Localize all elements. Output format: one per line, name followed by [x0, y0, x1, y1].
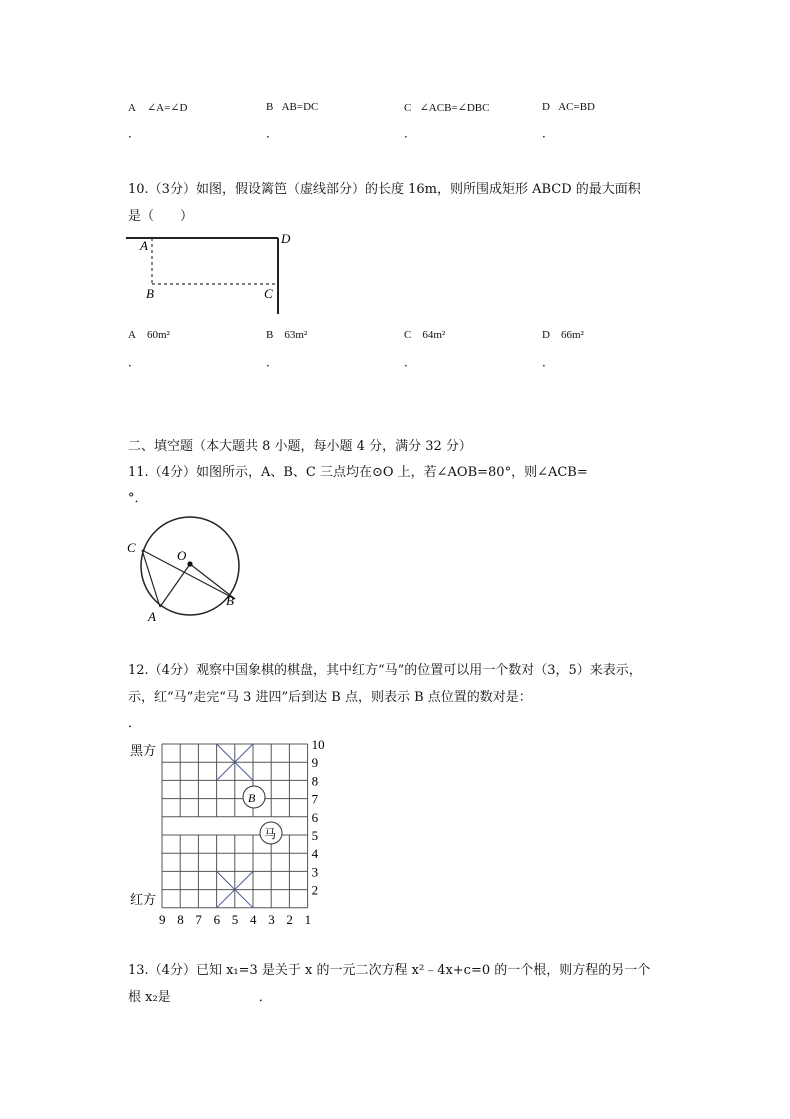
q10-option-a-text: 60m² — [146, 329, 170, 341]
col-number: 5 — [231, 911, 239, 924]
q10-dot-d: ． — [542, 355, 555, 369]
row-number: 5 — [311, 828, 319, 843]
q11-stem-line1: 11.（4分）如图所示，A、B、C 三点均在⊙O 上，若∠AOB=80°，则∠ACB= — [128, 465, 588, 480]
red-side-label: 红方 — [130, 892, 157, 907]
label-c: C — [127, 540, 136, 555]
q12-stem-line2: ． — [128, 716, 142, 731]
q13-stem-line1: 13.（4分）已知 x₁=3 是关于 x 的一元二次方程 x²﹣4x+c=0 的一个根，则方程的另一个 — [128, 963, 651, 978]
row-number: 4 — [311, 846, 319, 862]
row-number: 10 — [311, 738, 325, 752]
q10-option-d-text: 66m² — [560, 329, 584, 341]
col-number: 6 — [213, 911, 221, 924]
q10-option-c-letter: C — [404, 329, 412, 341]
row-number: 6 — [311, 809, 319, 825]
q13-stem-line2 — [128, 986, 272, 1005]
label-d: D — [281, 231, 291, 246]
q9-option-a-text: ∠A=∠D — [146, 102, 188, 114]
q10-option-d-letter: D — [542, 329, 550, 341]
q12-stem-line1 — [128, 659, 642, 678]
q9-dot-b: ． — [266, 126, 279, 140]
section2-heading: 二、填空题（本大题共 8 小题，每小题 4 分，满分 32 分） — [128, 439, 472, 454]
q10-dot-b: ． — [266, 355, 279, 369]
q9-option-b-text: AB=DC — [281, 101, 319, 113]
col-number: 9 — [159, 911, 166, 924]
q9-dot-c: ． — [404, 126, 417, 140]
q9-option-a — [128, 101, 187, 114]
col-number: 7 — [195, 911, 202, 924]
q9-option-d-text: AC=BD — [558, 101, 595, 113]
q10-dot-c: ． — [404, 355, 417, 369]
q9-dot-d: ． — [542, 126, 555, 140]
q13-stem-line2-prefix: 根 x₂是 — [128, 990, 171, 1005]
label-a: A — [148, 609, 156, 624]
q10-option-b — [266, 329, 307, 341]
q10-rectangle-figure — [122, 228, 302, 320]
q9-option-c-text: ∠ACB=∠DBC — [419, 102, 490, 114]
q13-stem-line2-suffix: ． — [258, 990, 272, 1005]
q9-option-b — [266, 101, 318, 113]
col-number: 1 — [304, 911, 312, 924]
horse-piece-label: 马 — [264, 827, 277, 841]
center-point-o — [187, 561, 192, 566]
label-o: O — [177, 548, 187, 563]
q10-option-a-letter: A — [128, 329, 136, 341]
q9-option-d — [542, 101, 595, 113]
q10-option-b-text: 63m² — [284, 329, 308, 341]
q12-chessboard-figure — [126, 738, 336, 924]
black-side-label: 黑方 — [130, 743, 157, 758]
label-a: A — [140, 238, 148, 253]
q11-circle-figure — [122, 510, 252, 628]
board-grid — [162, 744, 308, 908]
row-number: 2 — [311, 882, 319, 898]
q9-option-c-letter: C — [404, 102, 412, 114]
row-number: 9 — [311, 755, 319, 771]
col-number: 3 — [268, 911, 275, 924]
segment-cb — [142, 550, 235, 599]
q10-option-d — [542, 329, 584, 341]
q12-stem-line1b: 示，红“马”走完“马 3 进四”后到达 B 点，则表示 B 点位置的数对是： — [128, 690, 532, 705]
q10-option-c — [404, 329, 445, 341]
row-number: 3 — [311, 864, 319, 880]
col-number: 8 — [177, 911, 184, 924]
segment-ao — [160, 564, 190, 607]
q10-stem-line2: 是（ ） — [128, 209, 194, 224]
col-number: 4 — [250, 911, 257, 924]
q12-stem-line1-text: 12.（4分）观察中国象棋的棋盘，其中红方“马”的位置可以用一个数对（3，5）来表示， — [128, 663, 642, 678]
row-number: 8 — [311, 773, 319, 789]
point-b-label: B — [248, 791, 256, 805]
label-c: C — [264, 286, 273, 301]
label-b: B — [226, 593, 234, 608]
q10-option-a — [128, 329, 170, 341]
q9-option-d-letter: D — [542, 101, 550, 113]
q10-option-b-letter: B — [266, 329, 274, 341]
col-number: 2 — [286, 911, 293, 924]
q9-dot-a: ． — [128, 126, 141, 140]
q9-option-c — [404, 101, 489, 114]
q11-stem-line2: °． — [128, 491, 148, 506]
label-b: B — [146, 286, 154, 301]
q10-stem-line1: 10.（3分）如图，假设篱笆（虚线部分）的长度 16m，则所围成矩形 ABCD 的最大面积 — [128, 182, 641, 197]
q9-option-b-letter: B — [266, 101, 274, 113]
q10-option-c-text: 64m² — [422, 329, 446, 341]
q10-dot-a: ． — [128, 355, 141, 369]
q9-option-a-letter: A — [128, 102, 136, 114]
row-number: 7 — [311, 791, 319, 807]
